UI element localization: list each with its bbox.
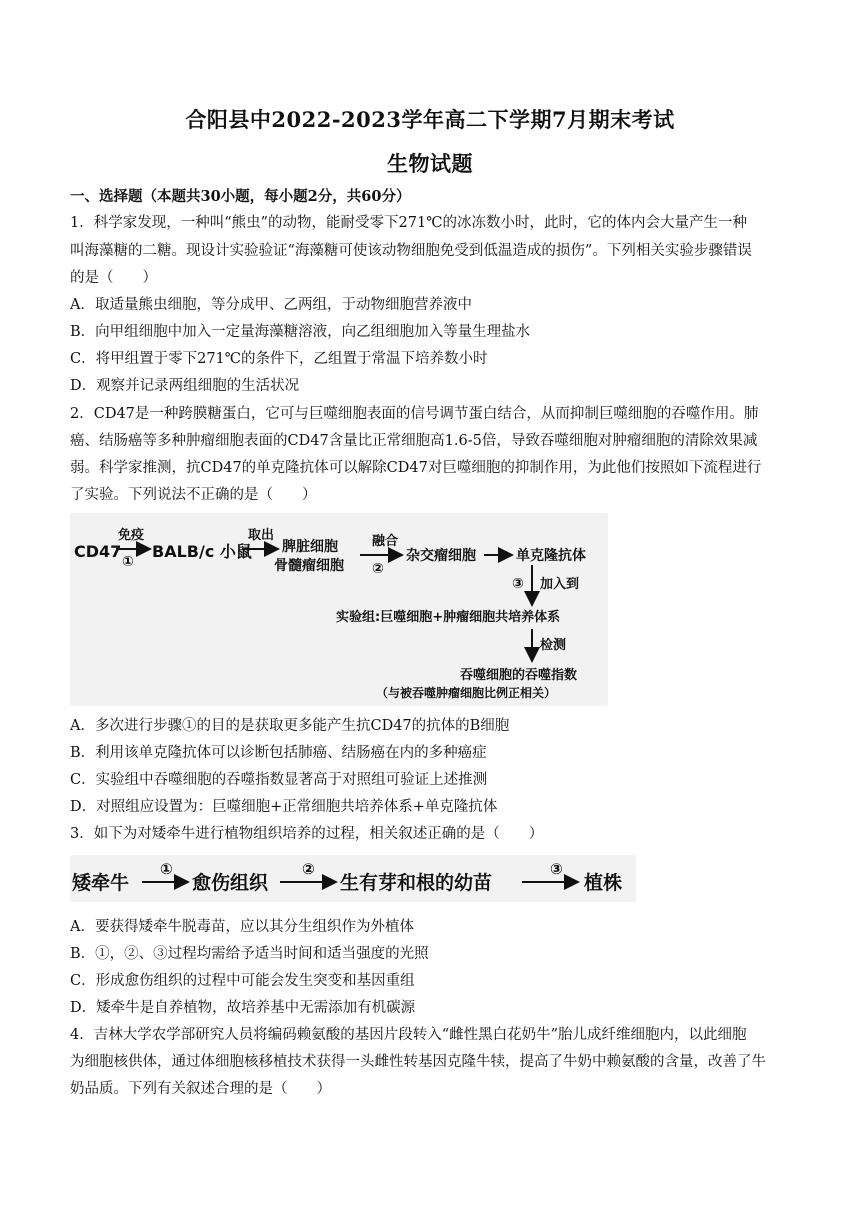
flow-step3: ③: [550, 860, 563, 878]
flow-plant: 矮牵牛: [72, 872, 130, 894]
q2-stem-line: 弱。科学家推测，抗CD47的单克隆抗体可以解除CD47对巨噬细胞的抑制作用，为此他们按照如下流程进行: [70, 460, 762, 476]
q1-option-d: D．观察并记录两组细胞的生活状况: [70, 378, 300, 394]
flow-detect-label: 检测: [540, 638, 567, 653]
q1-stem-line: 的是（ ）: [70, 270, 157, 286]
q1-option-b: B．向甲组细胞中加入一定量海藻糖溶液，向乙组细胞加入等量生理盐水: [70, 324, 531, 340]
flow-step2: ②: [302, 860, 315, 878]
q3-option-d: D．矮牵牛是自养植物，故培养基中无需添加有机碳源: [70, 1000, 416, 1016]
q2-option-a: A．多次进行步骤①的目的是获取更多能产生抗CD47的抗体的B细胞: [70, 718, 510, 734]
q3-option-b: B．①，②、③过程均需给予适当时间和适当强度的光照: [70, 946, 429, 962]
flow-extract-label: 取出: [248, 528, 275, 543]
q3-option-a: A．要获得矮牵牛脱毒苗，应以其分生组织作为外植体: [70, 919, 414, 935]
cd47-flowchart: [70, 513, 608, 706]
flow-step1: ①: [122, 554, 134, 570]
q1-option-c: C．将甲组置于零下271℃的条件下，乙组置于常温下培养数小时: [70, 351, 488, 367]
q4-stem-line: 奶品质。下列有关叙述合理的是（ ）: [70, 1081, 331, 1097]
flow-myeloma: 骨髓瘤细胞: [274, 558, 344, 574]
exam-title: 合阳县中2022-2023学年高二下学期7月期末考试: [185, 107, 675, 132]
q4-stem-line: 4．吉林大学农学部研究人员将编码赖氨酸的基因片段转入“雌性黑白花奶牛”胎儿成纤维细胞内，以此细胞: [70, 1027, 747, 1043]
flow-spleen: 脾脏细胞: [282, 539, 338, 555]
flow-final-plant: 植株: [584, 872, 623, 894]
flow-immunize-label: 免疫: [118, 528, 145, 543]
q2-stem-line: 了实验。下列说法不正确的是（ ）: [70, 487, 317, 503]
flow-step1: ①: [160, 860, 173, 878]
q3-option-c: C．形成愈伤组织的过程中可能会发生突变和基因重组: [70, 973, 415, 989]
flow-seedling: 生有芽和根的幼苗: [340, 872, 493, 894]
flow-callus: 愈伤组织: [192, 872, 269, 894]
q3-stem: 3．如下为对矮牵牛进行植物组织培养的过程，相关叙述正确的是（ ）: [70, 826, 544, 842]
q2-option-b: B．利用该单克隆抗体可以诊断包括肺癌、结肠癌在内的多种癌症: [70, 745, 487, 761]
tissue-culture-flow: [70, 855, 636, 902]
flow-mouse: BALB/c 小鼠: [152, 542, 252, 561]
flow-hybridoma: 杂交瘤细胞: [406, 548, 476, 564]
tissue-culture-figure: [70, 855, 636, 902]
flow-mab: 单克隆抗体: [516, 548, 586, 564]
q1-option-a: A．取适量熊虫细胞，等分成甲、乙两组，于动物细胞营养液中: [70, 297, 472, 313]
flow-phagocytic-index: 吞噬细胞的吞噬指数: [460, 668, 578, 683]
flow-cd47: CD47: [74, 542, 122, 561]
q2-option-c: C．实验组中吞噬细胞的吞噬指数显著高于对照组可验证上述推测: [70, 772, 488, 788]
flow-index-note: （与被吞噬肿瘤细胞比例正相关）: [376, 686, 557, 700]
flow-step3: ③: [512, 576, 524, 592]
cd47-flowchart-figure: [70, 513, 608, 706]
q4-stem-line: 为细胞核供体，通过体细胞核移植技术获得一头雌性转基因克隆牛犊，提高了牛奶中赖氨酸的含量，改善了牛: [70, 1054, 766, 1070]
section-header: 一、选择题（本题共30小题，每小题2分，共60分）: [70, 188, 411, 205]
flow-step2: ②: [372, 561, 384, 577]
q1-stem-line: 1．科学家发现，一种叫“熊虫”的动物，能耐受零下271℃的冰冻数小时，此时，它的体内会大量产生一种: [70, 215, 747, 231]
q2-stem-line: 癌、结肠癌等多种肿瘤细胞表面的CD47含量比正常细胞高1.6-5倍，导致吞噬细胞对肿瘤细胞的清除效果减: [70, 433, 758, 449]
q1-stem-line: 叫海藻糖的二糖。现设计实验验证“海藻糖可使该动物细胞免受到低温造成的损伤”。下列相关实验步骤错误: [70, 243, 752, 259]
flow-fuse-label: 融合: [372, 534, 399, 549]
exam-subtitle: 生物试题: [387, 151, 473, 176]
flow-add-label: 加入到: [540, 577, 580, 592]
q2-stem-line: 2．CD47是一种跨膜糖蛋白，它可与巨噬细胞表面的信号调节蛋白结合，从而抑制巨噬细胞的吞噬作用。肺: [70, 406, 759, 422]
q2-option-d: D．对照组应设置为：巨噬细胞+正常细胞共培养体系+单克隆抗体: [70, 799, 498, 815]
flow-experiment-group: 实验组:巨噬细胞+肿瘤细胞共培养体系: [336, 610, 561, 625]
